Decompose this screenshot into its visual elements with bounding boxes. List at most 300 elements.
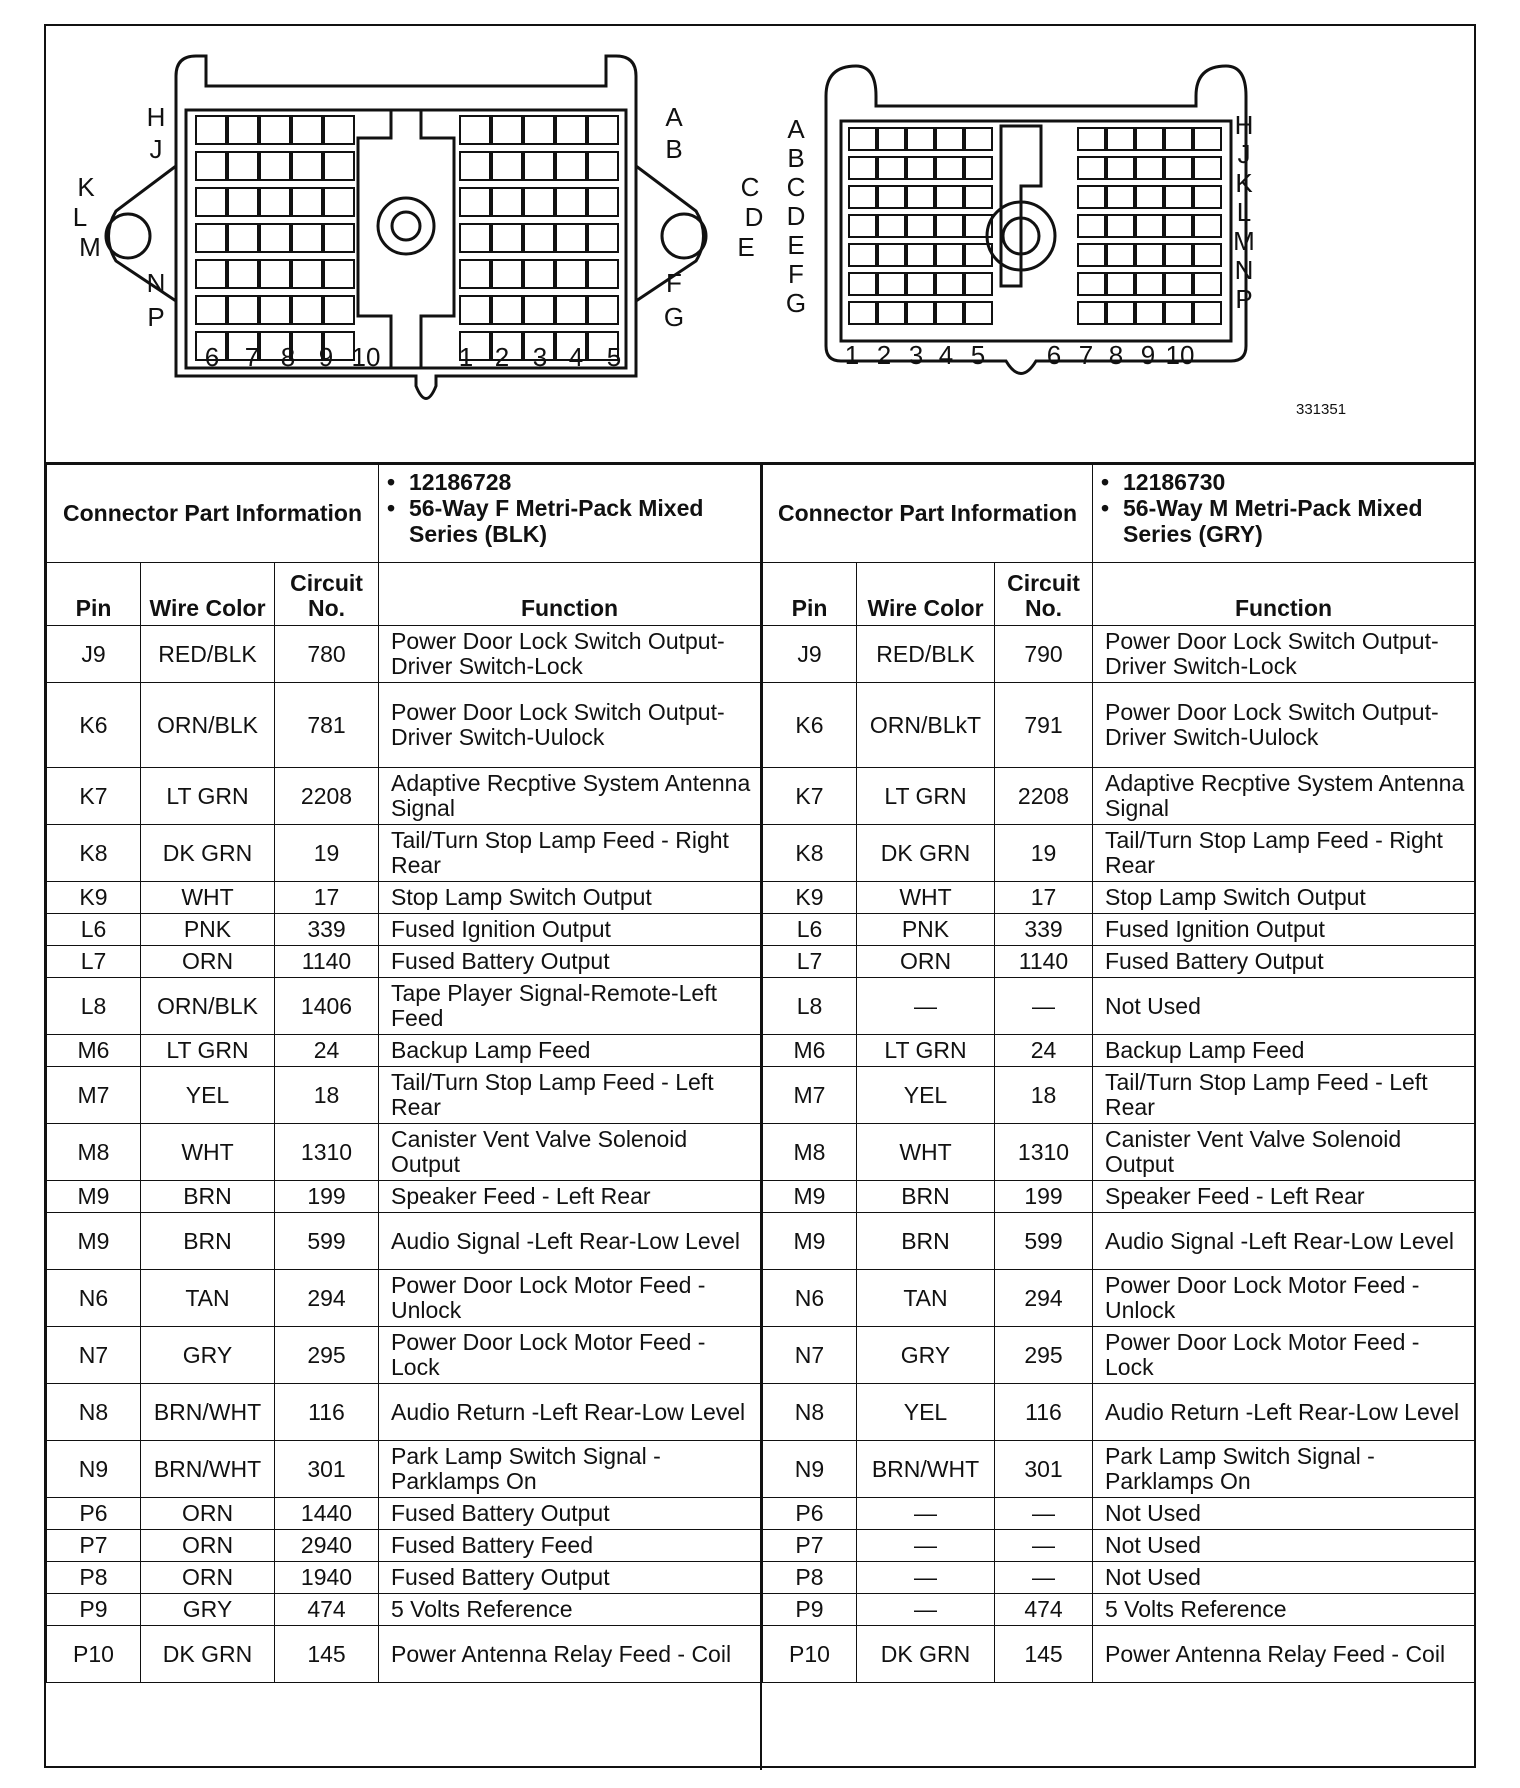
- cavity: [524, 116, 554, 144]
- cavity: [460, 260, 490, 288]
- cavity: [260, 188, 290, 216]
- cavity: [460, 296, 490, 324]
- connector-info-row: [47, 465, 761, 563]
- cavity: [936, 302, 963, 324]
- cavity: [1078, 244, 1105, 266]
- pin-cell: P6: [47, 1498, 141, 1530]
- cavity: [907, 273, 934, 295]
- left-center-post: [378, 198, 434, 254]
- pinout-table-left: [46, 464, 761, 1683]
- cavity: [849, 244, 876, 266]
- circuit-cell: 1310: [275, 1124, 379, 1181]
- circuit-cell: 2208: [275, 768, 379, 825]
- cavity: [1194, 244, 1221, 266]
- cavity: [849, 157, 876, 179]
- pin-label: 3: [532, 342, 548, 372]
- wire-color-cell: DK GRN: [141, 1626, 275, 1683]
- function-cell: Power Door Lock Motor Feed - Unlock: [1093, 1270, 1475, 1327]
- cavity: [878, 273, 905, 295]
- cavity: [849, 186, 876, 208]
- pin-cell: K8: [47, 825, 141, 882]
- circuit-cell: 295: [275, 1327, 379, 1384]
- function-cell: Tail/Turn Stop Lamp Feed - Left Rear: [379, 1067, 761, 1124]
- wire-color-cell: GRY: [141, 1594, 275, 1626]
- table-header-row: [763, 563, 1475, 626]
- wire-color-cell: —: [857, 1594, 995, 1626]
- wire-color-cell: YEL: [141, 1067, 275, 1124]
- pin-label: G: [785, 288, 807, 318]
- cavity: [1136, 302, 1163, 324]
- wire-color-cell: BRN: [141, 1213, 275, 1270]
- pin-cell: L8: [763, 978, 857, 1035]
- cavity: [556, 116, 586, 144]
- wire-color-cell: WHT: [141, 1124, 275, 1181]
- function-cell: Canister Vent Valve Solenoid Output: [379, 1124, 761, 1181]
- table-row: [763, 1327, 1475, 1384]
- table-row: [763, 1213, 1475, 1270]
- cavity: [1107, 215, 1134, 237]
- wire-color-cell: ORN: [857, 946, 995, 978]
- cavity: [196, 188, 226, 216]
- function-cell: 5 Volts Reference: [379, 1594, 761, 1626]
- pin-cell: M9: [763, 1213, 857, 1270]
- pin-label: 1: [458, 342, 474, 372]
- circuit-cell: 2940: [275, 1530, 379, 1562]
- cavity: [1078, 128, 1105, 150]
- table-row: [763, 683, 1475, 768]
- circuit-cell: 24: [995, 1035, 1093, 1067]
- wire-color-cell: ORN: [141, 946, 275, 978]
- header-circuit: Circuit No.: [995, 563, 1093, 626]
- cavity: [936, 128, 963, 150]
- circuit-cell: 1940: [275, 1562, 379, 1594]
- cavity: [228, 188, 258, 216]
- circuit-cell: 599: [275, 1213, 379, 1270]
- circuit-cell: 294: [275, 1270, 379, 1327]
- function-cell: Not Used: [1093, 978, 1475, 1035]
- wire-color-cell: —: [857, 1498, 995, 1530]
- pin-label: F: [788, 259, 804, 289]
- pin-cell: M8: [763, 1124, 857, 1181]
- cavity: [292, 332, 322, 360]
- pin-cell: L7: [763, 946, 857, 978]
- wire-color-cell: PNK: [857, 914, 995, 946]
- pin-cell: M9: [763, 1181, 857, 1213]
- cavity: [849, 273, 876, 295]
- table-row: [763, 768, 1475, 825]
- wire-color-cell: RED/BLK: [857, 626, 995, 683]
- cavity: [492, 152, 522, 180]
- wire-color-cell: WHT: [857, 1124, 995, 1181]
- function-cell: Audio Signal -Left Rear-Low Level: [1093, 1213, 1475, 1270]
- pin-label: 4: [568, 342, 584, 372]
- cavity: [196, 296, 226, 324]
- circuit-cell: 339: [275, 914, 379, 946]
- pin-cell: L7: [47, 946, 141, 978]
- circuit-cell: 780: [275, 626, 379, 683]
- function-cell: Power Antenna Relay Feed - Coil: [1093, 1626, 1475, 1683]
- pin-label: P: [147, 302, 165, 332]
- circuit-cell: 790: [995, 626, 1093, 683]
- pin-label: G: [663, 302, 685, 332]
- table-row: [763, 1562, 1475, 1594]
- pin-label: 4: [938, 340, 954, 370]
- cavity: [1136, 128, 1163, 150]
- cavity: [260, 260, 290, 288]
- cavity: [460, 224, 490, 252]
- pin-cell: J9: [763, 626, 857, 683]
- function-cell: Power Door Lock Motor Feed - Lock: [1093, 1327, 1475, 1384]
- cavity: [1165, 273, 1192, 295]
- cavity: [907, 186, 934, 208]
- cavity: [1078, 157, 1105, 179]
- table-row: [763, 946, 1475, 978]
- pin-label: M: [79, 232, 101, 262]
- pin-cell: P9: [763, 1594, 857, 1626]
- cavity: [1136, 186, 1163, 208]
- pin-label: 9: [318, 342, 334, 372]
- pin-label: J: [1237, 139, 1251, 169]
- cavity: [196, 260, 226, 288]
- pin-cell: J9: [47, 626, 141, 683]
- circuit-cell: —: [995, 1498, 1093, 1530]
- cavity: [196, 116, 226, 144]
- table-row: [763, 882, 1475, 914]
- pin-cell: P8: [763, 1562, 857, 1594]
- function-cell: Tail/Turn Stop Lamp Feed - Right Rear: [1093, 825, 1475, 882]
- table-row: [47, 626, 761, 683]
- left-connector-cavities: [196, 116, 618, 360]
- cavity: [936, 157, 963, 179]
- circuit-cell: —: [995, 978, 1093, 1035]
- wire-color-cell: WHT: [857, 882, 995, 914]
- table-row: [47, 1441, 761, 1498]
- cavity: [292, 188, 322, 216]
- table-row: [763, 626, 1475, 683]
- function-cell: Tape Player Signal-Remote-Left Feed: [379, 978, 761, 1035]
- cavity: [1107, 157, 1134, 179]
- function-cell: Audio Return -Left Rear-Low Level: [1093, 1384, 1475, 1441]
- pin-label: 5: [970, 340, 986, 370]
- table-row: [763, 1384, 1475, 1441]
- cavity: [1107, 244, 1134, 266]
- pin-label: 7: [244, 342, 260, 372]
- cavity: [878, 157, 905, 179]
- function-cell: Park Lamp Switch Signal - Parklamps On: [379, 1441, 761, 1498]
- wire-color-cell: —: [857, 1562, 995, 1594]
- wire-color-cell: TAN: [141, 1270, 275, 1327]
- cavity: [1107, 128, 1134, 150]
- function-cell: 5 Volts Reference: [1093, 1594, 1475, 1626]
- wire-color-cell: BRN: [857, 1213, 995, 1270]
- wire-color-cell: LT GRN: [857, 768, 995, 825]
- connector-info-values: [1093, 465, 1475, 563]
- table-row: [763, 1270, 1475, 1327]
- pin-label: 3: [908, 340, 924, 370]
- cavity: [492, 188, 522, 216]
- pin-cell: M6: [47, 1035, 141, 1067]
- wire-color-cell: ORN: [141, 1530, 275, 1562]
- pin-cell: L6: [763, 914, 857, 946]
- pin-label: C: [786, 172, 806, 202]
- function-cell: Fused Battery Output: [379, 946, 761, 978]
- function-cell: Not Used: [1093, 1562, 1475, 1594]
- pin-cell: M6: [763, 1035, 857, 1067]
- table-row: [763, 1441, 1475, 1498]
- left-ear-left-hole: [106, 214, 150, 258]
- cavity: [492, 260, 522, 288]
- cavity: [1078, 302, 1105, 324]
- function-cell: Stop Lamp Switch Output: [1093, 882, 1475, 914]
- circuit-cell: 1140: [275, 946, 379, 978]
- circuit-cell: 474: [275, 1594, 379, 1626]
- cavity: [260, 224, 290, 252]
- table-row: [47, 1181, 761, 1213]
- connector-info-label: Connector Part Information: [47, 465, 379, 563]
- pin-label: 2: [876, 340, 892, 370]
- function-cell: Fused Battery Output: [1093, 946, 1475, 978]
- function-cell: Speaker Feed - Left Rear: [379, 1181, 761, 1213]
- wire-color-cell: YEL: [857, 1067, 995, 1124]
- cavity: [878, 215, 905, 237]
- pin-label: D: [786, 201, 806, 231]
- cavity: [524, 152, 554, 180]
- cavity: [228, 224, 258, 252]
- pin-label: 2: [494, 342, 510, 372]
- wire-color-cell: BRN/WHT: [141, 1441, 275, 1498]
- header-circuit: Circuit No.: [275, 563, 379, 626]
- function-cell: Power Antenna Relay Feed - Coil: [379, 1626, 761, 1683]
- pin-label: A: [787, 114, 805, 144]
- pin-cell: K7: [763, 768, 857, 825]
- wire-color-cell: WHT: [141, 882, 275, 914]
- table-row: [763, 978, 1475, 1035]
- circuit-cell: 301: [995, 1441, 1093, 1498]
- pin-cell: M9: [47, 1213, 141, 1270]
- cavity: [965, 186, 992, 208]
- pin-label: 8: [1108, 340, 1124, 370]
- cavity: [260, 116, 290, 144]
- table-row: [47, 1384, 761, 1441]
- cavity: [588, 116, 618, 144]
- cavity: [492, 224, 522, 252]
- pin-cell: M8: [47, 1124, 141, 1181]
- pin-cell: K8: [763, 825, 857, 882]
- cavity: [556, 152, 586, 180]
- cavity: [878, 186, 905, 208]
- header-function: Function: [379, 563, 761, 626]
- wire-color-cell: DK GRN: [857, 825, 995, 882]
- circuit-cell: 199: [995, 1181, 1093, 1213]
- cavity: [1107, 186, 1134, 208]
- table-row: [763, 1530, 1475, 1562]
- circuit-cell: 474: [995, 1594, 1093, 1626]
- function-cell: Park Lamp Switch Signal - Parklamps On: [1093, 1441, 1475, 1498]
- function-cell: Backup Lamp Feed: [379, 1035, 761, 1067]
- cavity: [1194, 273, 1221, 295]
- pin-cell: N9: [763, 1441, 857, 1498]
- pin-cell: N6: [763, 1270, 857, 1327]
- cavity: [228, 152, 258, 180]
- pin-label: M: [1233, 226, 1255, 256]
- table-row: [47, 1124, 761, 1181]
- table-body-left: [47, 626, 761, 1683]
- circuit-cell: 145: [995, 1626, 1093, 1683]
- cavity: [936, 273, 963, 295]
- function-cell: Adaptive Recptive System Antenna Signal: [379, 768, 761, 825]
- part-number: • 12186728: [409, 469, 756, 495]
- table-body-right: [763, 626, 1475, 1683]
- pin-cell: N8: [47, 1384, 141, 1441]
- circuit-cell: —: [995, 1562, 1093, 1594]
- pinout-table-right: [762, 464, 1475, 1683]
- wire-color-cell: ORN/BLK: [141, 683, 275, 768]
- pin-label: C: [740, 172, 760, 202]
- pin-label: 7: [1078, 340, 1094, 370]
- cavity: [1194, 157, 1221, 179]
- cavity: [524, 260, 554, 288]
- cavity: [324, 296, 354, 324]
- pin-cell: P9: [47, 1594, 141, 1626]
- pin-label: B: [787, 143, 805, 173]
- pin-label: 10: [351, 342, 381, 372]
- cavity: [556, 224, 586, 252]
- circuit-cell: 1406: [275, 978, 379, 1035]
- cavity: [1107, 273, 1134, 295]
- circuit-cell: 791: [995, 683, 1093, 768]
- table-row: [47, 1562, 761, 1594]
- cavity: [292, 296, 322, 324]
- connector-tables: [46, 462, 1474, 1770]
- circuit-cell: —: [995, 1530, 1093, 1562]
- cavity: [460, 188, 490, 216]
- cavity: [196, 152, 226, 180]
- function-cell: Power Door Lock Switch Output-Driver Switch-Lock: [379, 626, 761, 683]
- pin-cell: N7: [763, 1327, 857, 1384]
- cavity: [1165, 244, 1192, 266]
- function-cell: Audio Signal -Left Rear-Low Level: [379, 1213, 761, 1270]
- table-row: [47, 1530, 761, 1562]
- table-row: [47, 914, 761, 946]
- wire-color-cell: ORN: [141, 1498, 275, 1530]
- cavity: [1078, 215, 1105, 237]
- wire-color-cell: BRN/WHT: [857, 1441, 995, 1498]
- circuit-cell: 17: [275, 882, 379, 914]
- table-row: [47, 768, 761, 825]
- circuit-cell: 294: [995, 1270, 1093, 1327]
- wire-color-cell: PNK: [141, 914, 275, 946]
- cavity: [936, 215, 963, 237]
- cavity: [492, 296, 522, 324]
- pin-label: H: [146, 102, 166, 132]
- circuit-cell: 301: [275, 1441, 379, 1498]
- cavity: [965, 128, 992, 150]
- table-right-panel: [760, 464, 1474, 1770]
- function-cell: Fused Battery Feed: [379, 1530, 761, 1562]
- table-left-panel: [46, 464, 760, 1770]
- pin-label: N: [1234, 255, 1254, 285]
- circuit-cell: 24: [275, 1035, 379, 1067]
- cavity: [1078, 186, 1105, 208]
- connector-info-row: [763, 465, 1475, 563]
- function-cell: Speaker Feed - Left Rear: [1093, 1181, 1475, 1213]
- right-connector-inner: [841, 121, 1231, 341]
- left-ear-right-hole: [662, 214, 706, 258]
- cavity: [588, 152, 618, 180]
- function-cell: Power Door Lock Switch Output-Driver Switch-Lock: [1093, 626, 1475, 683]
- pin-cell: K6: [763, 683, 857, 768]
- cavity: [460, 152, 490, 180]
- connector-info-values: [379, 465, 761, 563]
- pin-label: 10: [1165, 340, 1195, 370]
- pin-label: 1: [844, 340, 860, 370]
- cavity: [556, 296, 586, 324]
- pin-cell: P8: [47, 1562, 141, 1594]
- function-cell: Power Door Lock Switch Output-Driver Switch-Uulock: [379, 683, 761, 768]
- pin-cell: N9: [47, 1441, 141, 1498]
- cavity: [936, 244, 963, 266]
- function-cell: Backup Lamp Feed: [1093, 1035, 1475, 1067]
- part-number: • 12186730: [1123, 469, 1470, 495]
- table-row: [47, 1498, 761, 1530]
- cavity: [849, 302, 876, 324]
- header-pin: Pin: [47, 563, 141, 626]
- pin-label: K: [77, 172, 95, 202]
- pin-cell: N8: [763, 1384, 857, 1441]
- circuit-cell: 2208: [995, 768, 1093, 825]
- cavity: [324, 224, 354, 252]
- circuit-cell: 295: [995, 1327, 1093, 1384]
- cavity: [196, 224, 226, 252]
- cavity: [228, 296, 258, 324]
- pin-cell: P7: [47, 1530, 141, 1562]
- pin-label: E: [787, 230, 805, 260]
- pin-cell: M9: [47, 1181, 141, 1213]
- cavity: [588, 296, 618, 324]
- pin-label: 8: [280, 342, 296, 372]
- circuit-cell: 145: [275, 1626, 379, 1683]
- pin-label: 6: [204, 342, 220, 372]
- cavity: [1165, 157, 1192, 179]
- circuit-cell: 781: [275, 683, 379, 768]
- table-row: [47, 1626, 761, 1683]
- wire-color-cell: LT GRN: [857, 1035, 995, 1067]
- wire-color-cell: GRY: [857, 1327, 995, 1384]
- pin-cell: L6: [47, 914, 141, 946]
- cavity: [524, 188, 554, 216]
- connector-description: • 56-Way F Metri-Pack Mixed Series (BLK): [409, 495, 756, 547]
- figure-id: 331351: [1296, 401, 1347, 418]
- pin-label: H: [1234, 110, 1254, 140]
- cavity: [907, 215, 934, 237]
- circuit-cell: 199: [275, 1181, 379, 1213]
- wire-color-cell: ORN: [141, 1562, 275, 1594]
- table-row: [763, 914, 1475, 946]
- function-cell: Power Door Lock Motor Feed - Lock: [379, 1327, 761, 1384]
- pin-cell: K6: [47, 683, 141, 768]
- connector-face-views: [46, 26, 1474, 462]
- cavity: [1165, 215, 1192, 237]
- table-row: [47, 1067, 761, 1124]
- pin-label: K: [1235, 168, 1253, 198]
- cavity: [260, 152, 290, 180]
- table-row: [763, 1067, 1475, 1124]
- left-ear-left: [109, 166, 177, 301]
- circuit-cell: 19: [275, 825, 379, 882]
- pin-label: E: [737, 232, 755, 262]
- pin-cell: L8: [47, 978, 141, 1035]
- wire-color-cell: LT GRN: [141, 768, 275, 825]
